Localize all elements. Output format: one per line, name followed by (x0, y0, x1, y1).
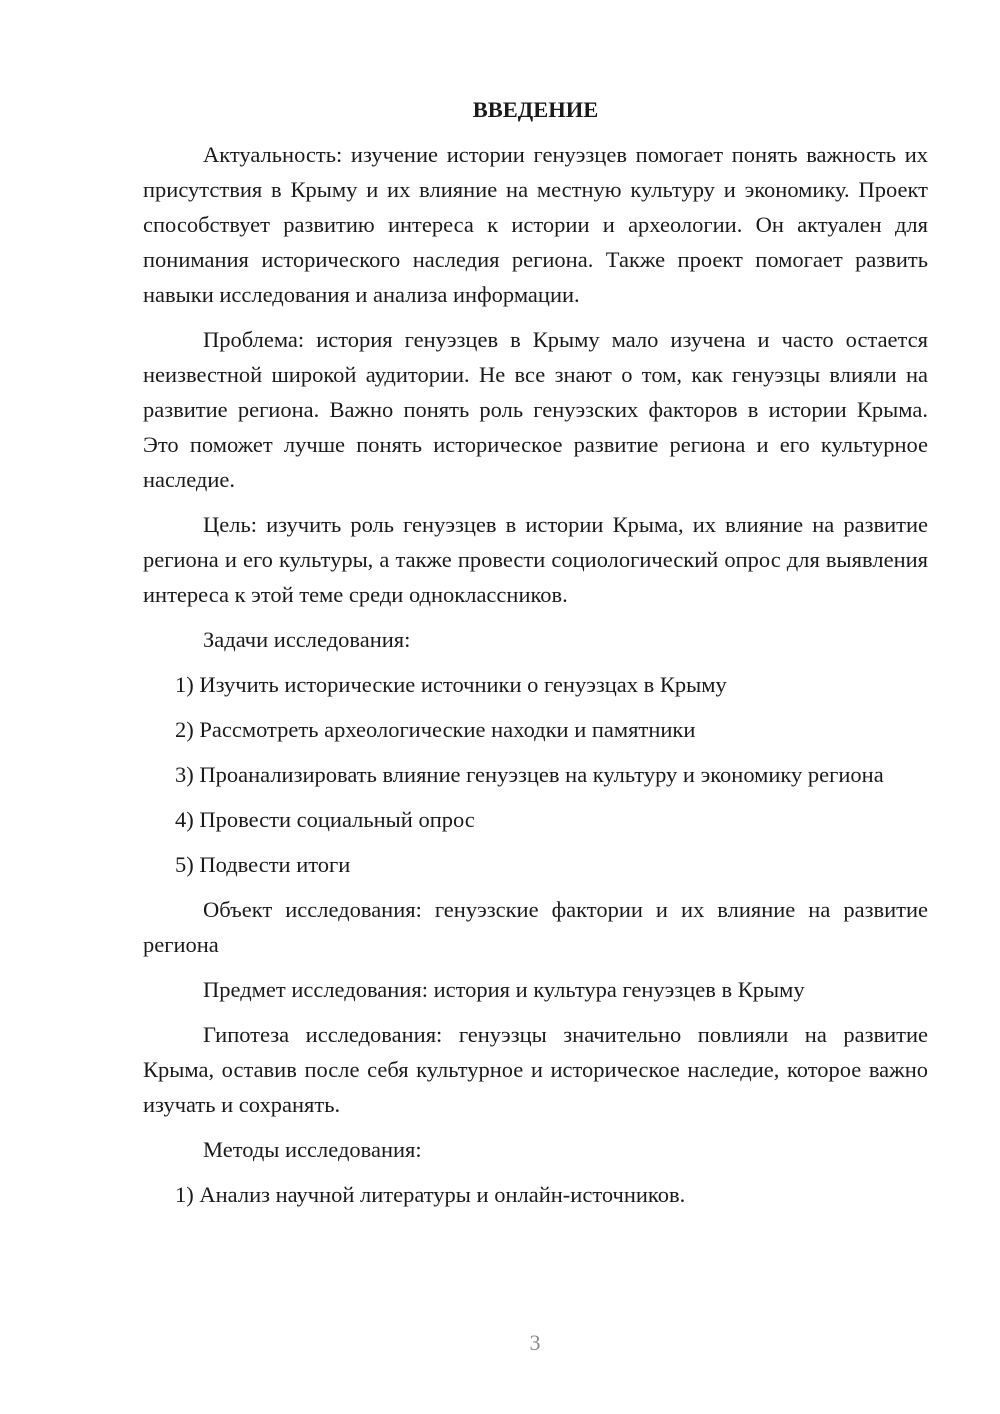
hypothesis-paragraph: Гипотеза исследования: генуэзцы значительно повлияли на развитие Крыма, оставив после себя культурное и историческое наследие, которое важно изучать и сохранять. (143, 1022, 928, 1117)
page-content (143, 92, 928, 1222)
tasks-heading: Задачи исследования: (203, 627, 411, 652)
task-item-4: 4) Провести социальный опрос (175, 807, 475, 832)
relevance-paragraph: Актуальность: изучение истории генуэзцев помогает понять важность их присутствия в Крыму и их влияние на местную культуру и экономику. Проект способствует развитию интереса к истории и археологии. Он актуален для понимания исторического наследия региона. Также проект помогает развить навыки исследования и анализа информации. (143, 142, 928, 307)
problem-paragraph: Проблема: история генуэзцев в Крыму мало изучена и часто остается неизвестной широкой аудитории. Не все знают о том, как генуэзцы влияли на развитие региона. Важно понять роль генуэзских факторов в истории Крыма. Это поможет лучше понять историческое развитие региона и его культурное наследие. (143, 327, 928, 492)
task-item-3: 3) Проанализировать влияние генуэзцев на культуру и экономику региона (175, 762, 884, 787)
methods-heading: Методы исследования: (203, 1137, 422, 1162)
subject-paragraph: Предмет исследования: история и культура генуэзцев в Крыму (203, 977, 805, 1002)
task-item-2: 2) Рассмотреть археологические находки и памятники (175, 717, 696, 742)
method-item-1: 1) Анализ научной литературы и онлайн-источников. (175, 1182, 686, 1207)
goal-paragraph: Цель: изучить роль генуэзцев в истории Крыма, их влияние на развитие региона и его культуры, а также провести социологический опрос для выявления интереса к этой теме среди одноклассников. (143, 512, 928, 607)
object-paragraph: Объект исследования: генуэзские фактории и их влияние на развитие региона (143, 897, 928, 957)
page-number: 3 (529, 1330, 541, 1355)
task-item-5: 5) Подвести итоги (175, 852, 351, 877)
section-heading: ВВЕДЕНИЕ (472, 97, 599, 122)
task-item-1: 1) Изучить исторические источники о генуэзцах в Крыму (175, 672, 727, 697)
